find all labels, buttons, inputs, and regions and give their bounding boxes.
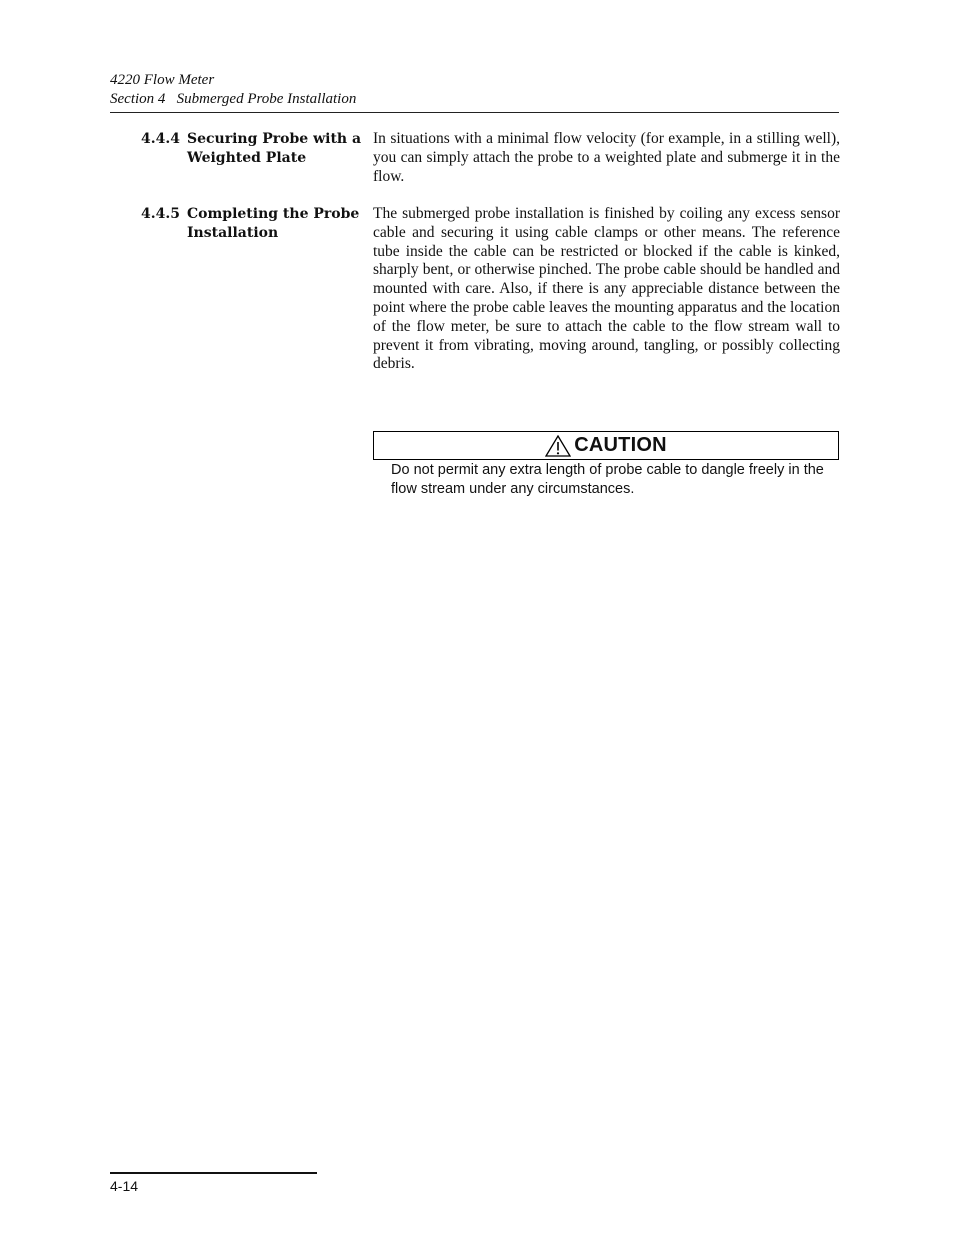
running-header: [110, 71, 839, 109]
section-number: 4.4.4: [141, 131, 180, 147]
caution-header: [373, 431, 839, 460]
page-number: 4-14: [110, 1178, 139, 1194]
section-title: Completing the Probe Installation: [187, 206, 360, 241]
section-title: Securing Probe with a Weighted Plate: [187, 131, 362, 166]
header-section: Section 4 Submerged Probe Installation: [110, 91, 357, 107]
section-body: The submerged probe installation is finished by coiling any excess sensor cable and securing it using cable clamps or other means. The reference tube inside the cable can be restricted or blocked if the cable is kinked, sharply bent, or otherwise pinched. The probe cable should be handled and mounted with care. Also, if there is any appreciable distance between the point where the probe cable leaves the mounting apparatus and the location of the flow meter, be sure to attach the cable to the flow stream wall to prevent it from vibrating, moving around, tangling, or possibly collecting debris.: [373, 205, 840, 373]
section-number: 4.4.5: [141, 206, 180, 222]
header-divider: [110, 112, 839, 113]
section-body: In situations with a minimal flow velocity (for example, in a stilling well), you can simply attach the probe to a weighted plate and submerge it in the flow.: [373, 130, 840, 185]
footer-divider: [110, 1172, 317, 1174]
caution-text: Do not permit any extra length of probe cable to dangle freely in the flow stream under any circumstances.: [391, 462, 824, 497]
warning-triangle-icon: [545, 435, 571, 457]
header-title: 4220 Flow Meter: [110, 72, 215, 88]
caution-title: CAUTION: [574, 434, 667, 456]
